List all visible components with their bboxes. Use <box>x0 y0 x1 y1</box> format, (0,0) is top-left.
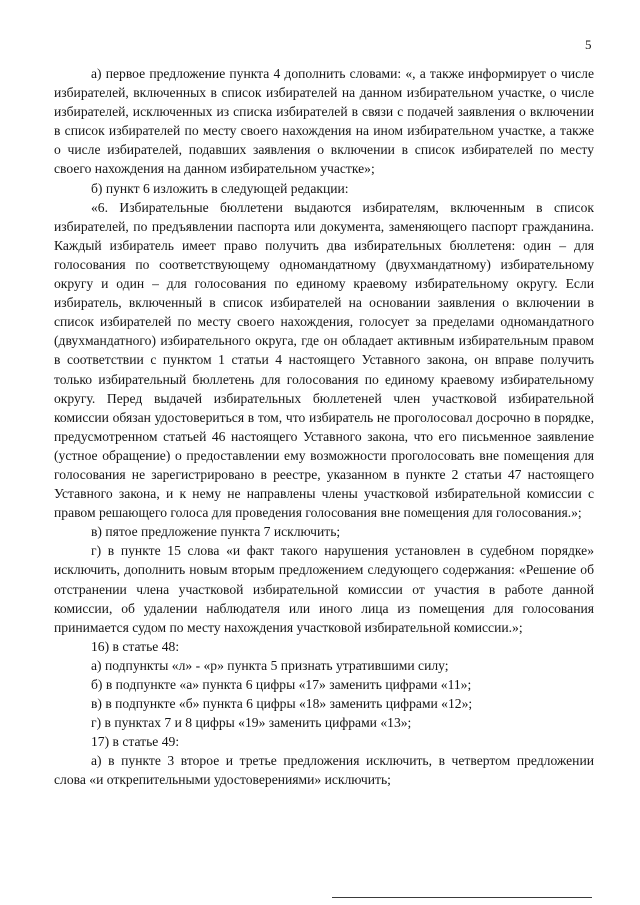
article-48-item-g: г) в пунктах 7 и 8 цифры «19» заменить цифрами «13»; <box>91 715 412 731</box>
paragraph-6-text: «6. Избирательные бюллетени выдаются избирателям, включенным в список избирателей, по предъявлении паспорта или документа, заменяющего паспорт гражданина. Каждый избиратель имеет право получить два избирательных бюллетеня: один – для голосования по соответствующему одномандатному (двухмандатному) избирательному округу и один – для голосования по единому краевому избирательному округу. Если избиратель, включенный в список избирателей на основании заявления о включении в список избирателей по месту своего нахождения, голосует за пределами одномандатного (двухмандатного) избирательного округа, где он обладает активным избирательным правом в соответствии с пунктом 1 статьи 4 настоящего Уставного закона, он вправе получить только избирательный бюллетень для голосования по единому краевому избирательному округу. Перед выдачей избирательных бюллетеней член участковой избирательной комиссии обязан удостовериться в том, что избиратель не проголосовал досрочно в порядке, предусмотренном статьей 46 настоящего Уставного закона, что его письменное заявление (устное обращение) о предоставлении ему возможности проголосовать вне помещения для голосования не зарегистрировано в реестре, указанном в пункте 2 статьи 47 настоящего Уставного закона, и к нему не направлены члены участковой избирательной комиссии с правом решающего голоса для проведения голосования вне помещения для голосования.»; <box>54 199 594 521</box>
paragraph-4a: а) первое предложение пункта 4 дополнить словами: «, а также информирует о числе избирателей, включенных в список избирателей на данном избирательном участке, о числе избирателей, исключенных из списка избирателей в связи с подачей заявления о включении в список избирателей по месту своего нахождения на ином избирательном участке, а также о числе избирателей, подавших заявления о включении в список избирателей по месту своего нахождения на данном избирательном участке»; <box>54 66 594 177</box>
article-48-item-b: б) в подпункте «а» пункта 6 цифры «17» заменить цифрами «11»; <box>91 677 472 692</box>
paragraph-6-heading: б) пункт 6 изложить в следующей редакции: <box>91 180 349 196</box>
paragraph-7: в) пятое предложение пункта 7 исключить; <box>91 524 341 540</box>
document-body <box>54 64 594 790</box>
article-48-item-a: а) подпункты «л» - «р» пункта 5 признать утратившими силу; <box>91 657 449 673</box>
paragraph-15: г) в пункте 15 слова «и факт такого нарушения установлен в судебном порядке» исключить, дополнить новым вторым предложением следующего содержания: «Решение об отстранении члена участковой избирательной комиссии от участия в работе данной комиссии, об удалении наблюдателя или иного лица из помещения для голосования принимается судом по месту нахождения участковой избирательной комиссии.»; <box>54 543 594 635</box>
page-number: 5 <box>585 37 592 52</box>
article-48-item-v: в) в подпункте «б» пункта 6 цифры «18» заменить цифрами «12»; <box>91 696 473 712</box>
article-48-heading: 16) в статье 48: <box>91 638 180 654</box>
article-49-heading: 17) в статье 49: <box>91 734 180 750</box>
bottom-rule <box>332 897 592 898</box>
article-49-item-a: а) в пункте 3 второе и третье предложения исключить, в четвертом предложении слова «и открепительными удостоверениями» исключить; <box>54 753 594 788</box>
